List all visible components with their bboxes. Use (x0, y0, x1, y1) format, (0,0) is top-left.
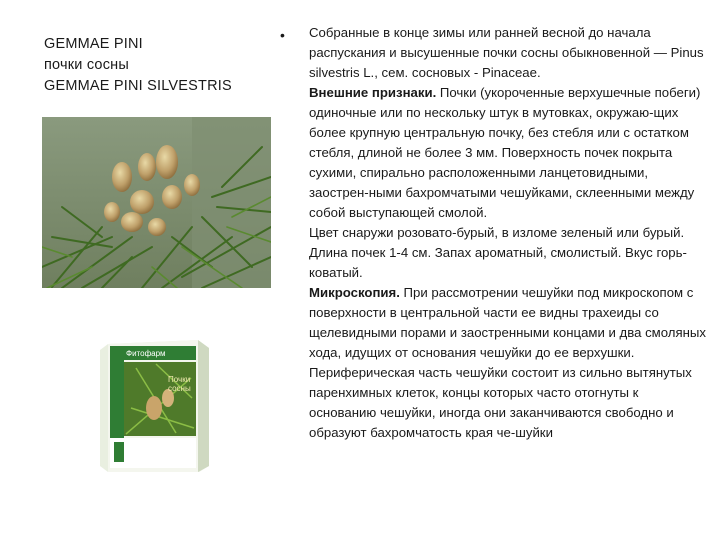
intro-paragraph: Собранные в конце зимы или ранней весной до начала распускания и высушенные почки сосны обыкновенной — Pinus silvestris L., сем. сосновых - Pinaceae. (309, 25, 704, 80)
title-latin-species: GEMMAE PINI SILVESTRIS (44, 78, 232, 94)
package-brand: Фитофарм (126, 349, 166, 358)
package-name-line2: сосны (168, 384, 191, 393)
package-name-line1: Почки (168, 375, 191, 384)
title-latin: GEMMAE PINI (44, 36, 143, 52)
package-box (96, 338, 211, 473)
external-features-text: Почки (укороченные верхушечные побеги) одиночные или по нескольку штук в мутовках, окружаю-щих более крупную центральную почку, без стебля или с остатком стебля, длиной не более 3 мм. Поверхность почек покрыта сухими, спирально расположенными ланцетовидными, заострен-ными бахромчатыми чешуйками, склеенными между собой выступающей смолой. (309, 85, 701, 220)
microscopy-heading: Микроскопия. (309, 285, 400, 300)
package-image (96, 338, 211, 473)
microscopy-paragraph (309, 283, 709, 443)
pine-buds-photo (42, 117, 271, 288)
pine-buds-image (42, 117, 271, 288)
microscopy-text: При рассмотрении чешуйки под микроскопом с поверхности в центральной части ее видны трахеиды со щелевидными порами и заостренными концами и два смоляных хода, идущих от основания чешуйки до ее верхушки. Периферическая часть чешуйки состоит из сильно вытянутых паренхимных клеток, концы которых часто отогнуты к основанию чешуйки, иногда они заканчиваются свободно и образуют бахромчатость края че-шуйки (309, 285, 706, 440)
external-features-heading: Внешние признаки. (309, 85, 437, 100)
external-features-paragraph (309, 83, 709, 223)
title-block (44, 34, 232, 97)
title-russian: почки сосны (44, 57, 129, 73)
description-text (309, 23, 709, 443)
color-paragraph: Цвет снаружи розовато-бурый, в изломе зеленый или бурый. Длина почек 1-4 см. Запах ароматный, смолистый. Вкус горь-коватый. (309, 225, 687, 280)
bullet-marker: • (280, 27, 285, 43)
